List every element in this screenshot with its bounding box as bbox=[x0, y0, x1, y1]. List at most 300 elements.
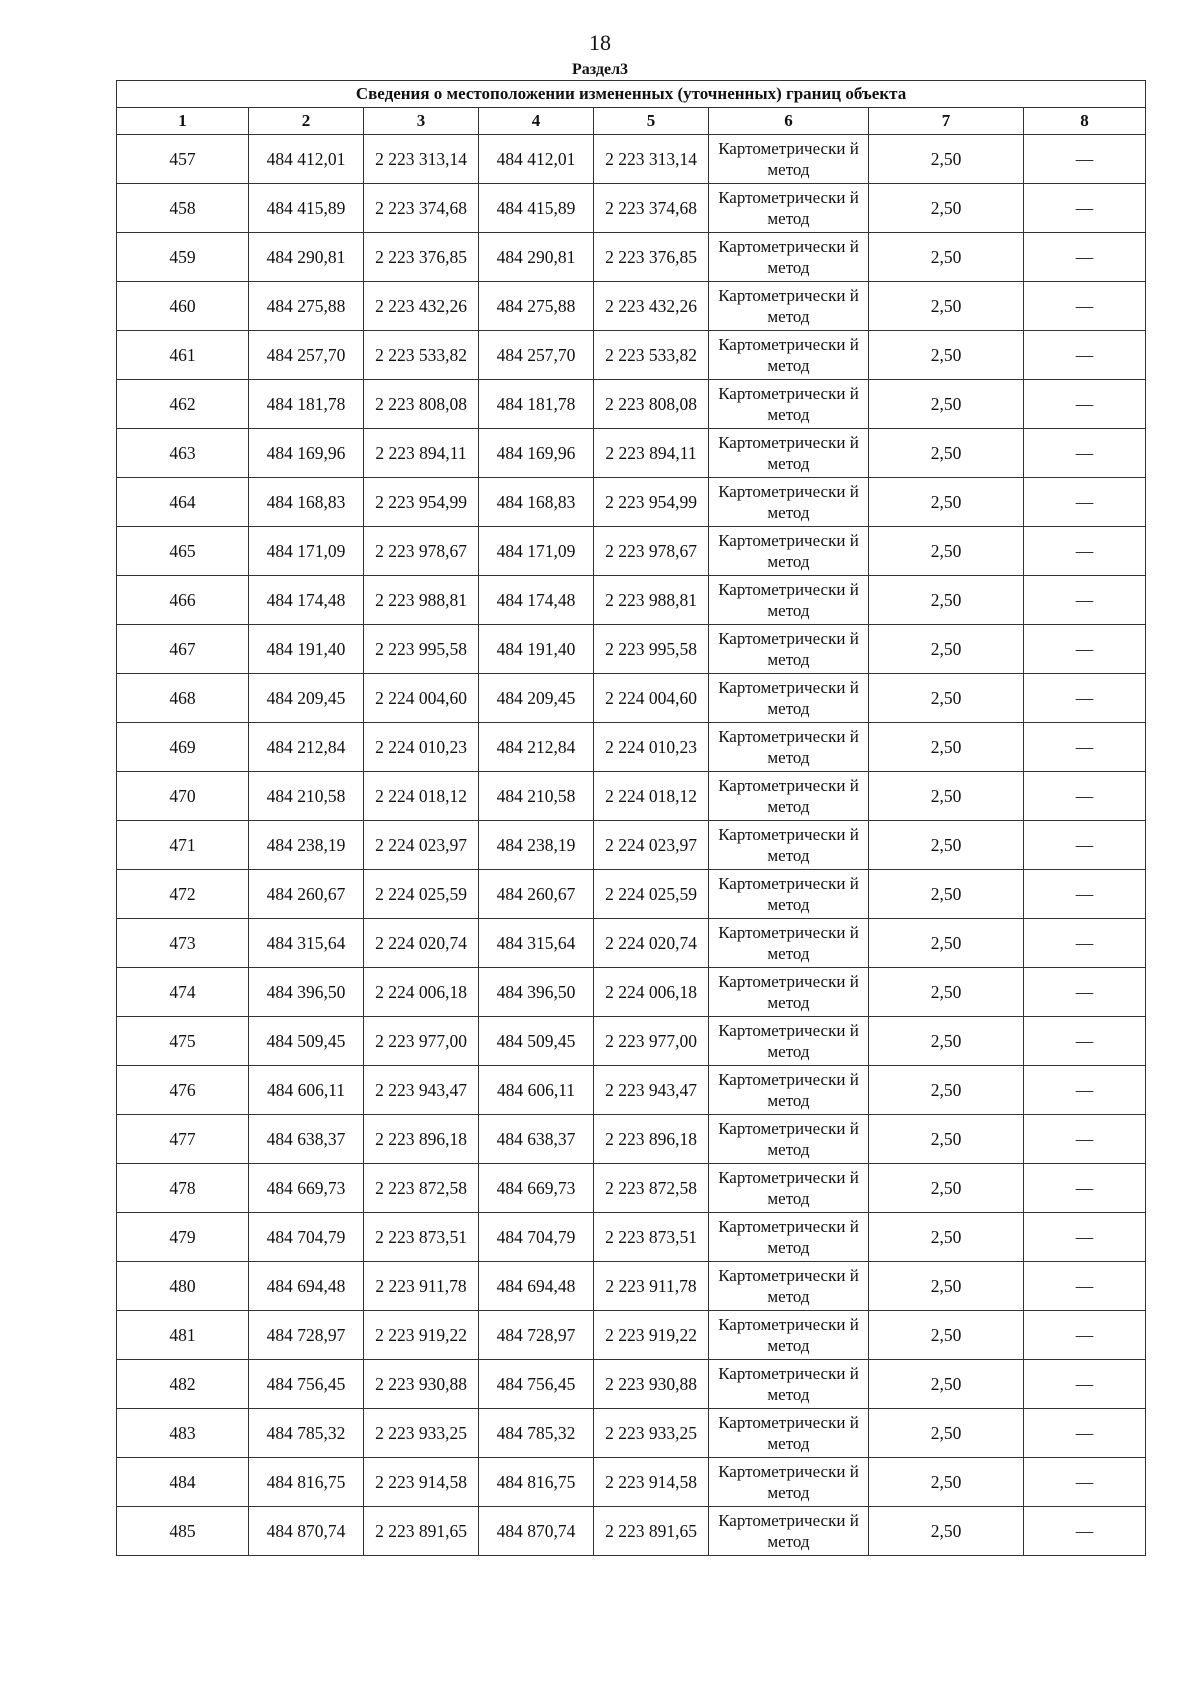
existing-x-cell: 484 728,97 bbox=[249, 1311, 364, 1360]
method-cell: Картометрически й метод bbox=[709, 772, 869, 821]
existing-y-cell: 2 223 896,18 bbox=[364, 1115, 479, 1164]
existing-x-cell: 484 174,48 bbox=[249, 576, 364, 625]
dash-mark: — bbox=[1075, 197, 1094, 218]
accuracy-cell: 2,50 bbox=[869, 1115, 1024, 1164]
description-cell bbox=[1024, 772, 1146, 821]
method-cell: Картометрически й метод bbox=[709, 135, 869, 184]
table-row bbox=[117, 1507, 1146, 1556]
existing-y-cell: 2 223 914,58 bbox=[364, 1458, 479, 1507]
accuracy-cell: 2,50 bbox=[869, 821, 1024, 870]
existing-y-cell: 2 223 933,25 bbox=[364, 1409, 479, 1458]
table-row bbox=[117, 1017, 1146, 1066]
existing-y-cell: 2 223 977,00 bbox=[364, 1017, 479, 1066]
refined-x-cell: 484 704,79 bbox=[479, 1213, 594, 1262]
column-number-header: 5 bbox=[594, 108, 709, 135]
table-row bbox=[117, 576, 1146, 625]
existing-y-cell: 2 223 988,81 bbox=[364, 576, 479, 625]
refined-x-cell: 484 756,45 bbox=[479, 1360, 594, 1409]
description-cell bbox=[1024, 674, 1146, 723]
description-cell bbox=[1024, 1066, 1146, 1115]
existing-x-cell: 484 638,37 bbox=[249, 1115, 364, 1164]
existing-x-cell: 484 315,64 bbox=[249, 919, 364, 968]
point-number-cell: 480 bbox=[117, 1262, 249, 1311]
existing-x-cell: 484 290,81 bbox=[249, 233, 364, 282]
method-cell: Картометрически й метод bbox=[709, 821, 869, 870]
refined-y-cell: 2 224 004,60 bbox=[594, 674, 709, 723]
table-row bbox=[117, 919, 1146, 968]
refined-y-cell: 2 223 995,58 bbox=[594, 625, 709, 674]
description-cell bbox=[1024, 1507, 1146, 1556]
method-cell: Картометрически й метод bbox=[709, 1262, 869, 1311]
table-row bbox=[117, 1213, 1146, 1262]
refined-y-cell: 2 223 896,18 bbox=[594, 1115, 709, 1164]
point-number-cell: 484 bbox=[117, 1458, 249, 1507]
refined-x-cell: 484 260,67 bbox=[479, 870, 594, 919]
column-number-header: 7 bbox=[869, 108, 1024, 135]
description-cell bbox=[1024, 1311, 1146, 1360]
dash-mark: — bbox=[1075, 1030, 1094, 1051]
description-cell bbox=[1024, 919, 1146, 968]
refined-y-cell: 2 223 873,51 bbox=[594, 1213, 709, 1262]
existing-x-cell: 484 260,67 bbox=[249, 870, 364, 919]
method-cell: Картометрически й метод bbox=[709, 576, 869, 625]
point-number-cell: 460 bbox=[117, 282, 249, 331]
accuracy-cell: 2,50 bbox=[869, 429, 1024, 478]
dash-mark: — bbox=[1075, 981, 1094, 1002]
method-cell: Картометрически й метод bbox=[709, 233, 869, 282]
point-number-cell: 481 bbox=[117, 1311, 249, 1360]
existing-x-cell: 484 191,40 bbox=[249, 625, 364, 674]
point-number-cell: 469 bbox=[117, 723, 249, 772]
refined-x-cell: 484 290,81 bbox=[479, 233, 594, 282]
refined-y-cell: 2 224 006,18 bbox=[594, 968, 709, 1017]
existing-y-cell: 2 223 894,11 bbox=[364, 429, 479, 478]
method-cell: Картометрически й метод bbox=[709, 429, 869, 478]
point-number-cell: 473 bbox=[117, 919, 249, 968]
method-cell: Картометрически й метод bbox=[709, 1066, 869, 1115]
description-cell bbox=[1024, 429, 1146, 478]
table-row bbox=[117, 1164, 1146, 1213]
table-row bbox=[117, 478, 1146, 527]
dash-mark: — bbox=[1075, 442, 1094, 463]
refined-y-cell: 2 223 977,00 bbox=[594, 1017, 709, 1066]
accuracy-cell: 2,50 bbox=[869, 1262, 1024, 1311]
refined-y-cell: 2 223 930,88 bbox=[594, 1360, 709, 1409]
point-number-cell: 463 bbox=[117, 429, 249, 478]
existing-y-cell: 2 223 873,51 bbox=[364, 1213, 479, 1262]
refined-y-cell: 2 223 891,65 bbox=[594, 1507, 709, 1556]
description-cell bbox=[1024, 625, 1146, 674]
refined-y-cell: 2 223 988,81 bbox=[594, 576, 709, 625]
refined-y-cell: 2 223 978,67 bbox=[594, 527, 709, 576]
table-row bbox=[117, 772, 1146, 821]
refined-x-cell: 484 210,58 bbox=[479, 772, 594, 821]
existing-x-cell: 484 169,96 bbox=[249, 429, 364, 478]
table-row bbox=[117, 135, 1146, 184]
method-cell: Картометрически й метод bbox=[709, 1164, 869, 1213]
column-number-header: 2 bbox=[249, 108, 364, 135]
table-row bbox=[117, 331, 1146, 380]
column-number-header: 3 bbox=[364, 108, 479, 135]
accuracy-cell: 2,50 bbox=[869, 527, 1024, 576]
description-cell bbox=[1024, 821, 1146, 870]
table-caption: Сведения о местоположении измененных (уточненных) границ объекта bbox=[117, 81, 1146, 108]
existing-x-cell: 484 212,84 bbox=[249, 723, 364, 772]
point-number-cell: 462 bbox=[117, 380, 249, 429]
table-row bbox=[117, 233, 1146, 282]
dash-mark: — bbox=[1075, 295, 1094, 316]
existing-x-cell: 484 181,78 bbox=[249, 380, 364, 429]
existing-y-cell: 2 223 872,58 bbox=[364, 1164, 479, 1213]
existing-y-cell: 2 224 025,59 bbox=[364, 870, 479, 919]
point-number-cell: 478 bbox=[117, 1164, 249, 1213]
refined-x-cell: 484 728,97 bbox=[479, 1311, 594, 1360]
existing-x-cell: 484 785,32 bbox=[249, 1409, 364, 1458]
refined-y-cell: 2 224 025,59 bbox=[594, 870, 709, 919]
refined-x-cell: 484 785,32 bbox=[479, 1409, 594, 1458]
refined-x-cell: 484 209,45 bbox=[479, 674, 594, 723]
existing-y-cell: 2 223 533,82 bbox=[364, 331, 479, 380]
refined-y-cell: 2 223 432,26 bbox=[594, 282, 709, 331]
table-row bbox=[117, 1066, 1146, 1115]
method-cell: Картометрически й метод bbox=[709, 1017, 869, 1066]
dash-mark: — bbox=[1075, 687, 1094, 708]
refined-y-cell: 2 223 376,85 bbox=[594, 233, 709, 282]
dash-mark: — bbox=[1075, 1324, 1094, 1345]
existing-y-cell: 2 224 010,23 bbox=[364, 723, 479, 772]
dash-mark: — bbox=[1075, 834, 1094, 855]
existing-y-cell: 2 224 023,97 bbox=[364, 821, 479, 870]
dash-mark: — bbox=[1075, 1275, 1094, 1296]
table-row bbox=[117, 282, 1146, 331]
point-number-cell: 476 bbox=[117, 1066, 249, 1115]
existing-y-cell: 2 224 020,74 bbox=[364, 919, 479, 968]
method-cell: Картометрически й метод bbox=[709, 478, 869, 527]
method-cell: Картометрически й метод bbox=[709, 1213, 869, 1262]
table-row bbox=[117, 723, 1146, 772]
description-cell bbox=[1024, 527, 1146, 576]
description-cell bbox=[1024, 968, 1146, 1017]
refined-x-cell: 484 870,74 bbox=[479, 1507, 594, 1556]
point-number-cell: 483 bbox=[117, 1409, 249, 1458]
point-number-cell: 482 bbox=[117, 1360, 249, 1409]
refined-x-cell: 484 638,37 bbox=[479, 1115, 594, 1164]
column-number-header: 4 bbox=[479, 108, 594, 135]
existing-y-cell: 2 223 891,65 bbox=[364, 1507, 479, 1556]
accuracy-cell: 2,50 bbox=[869, 1066, 1024, 1115]
accuracy-cell: 2,50 bbox=[869, 135, 1024, 184]
dash-mark: — bbox=[1075, 393, 1094, 414]
point-number-cell: 472 bbox=[117, 870, 249, 919]
refined-x-cell: 484 212,84 bbox=[479, 723, 594, 772]
refined-y-cell: 2 223 911,78 bbox=[594, 1262, 709, 1311]
point-number-cell: 474 bbox=[117, 968, 249, 1017]
accuracy-cell: 2,50 bbox=[869, 1458, 1024, 1507]
existing-x-cell: 484 694,48 bbox=[249, 1262, 364, 1311]
description-cell bbox=[1024, 1360, 1146, 1409]
method-cell: Картометрически й метод bbox=[709, 674, 869, 723]
existing-y-cell: 2 224 006,18 bbox=[364, 968, 479, 1017]
table-row bbox=[117, 821, 1146, 870]
table-row bbox=[117, 625, 1146, 674]
description-cell bbox=[1024, 1017, 1146, 1066]
method-cell: Картометрически й метод bbox=[709, 723, 869, 772]
existing-y-cell: 2 223 943,47 bbox=[364, 1066, 479, 1115]
refined-x-cell: 484 181,78 bbox=[479, 380, 594, 429]
existing-x-cell: 484 257,70 bbox=[249, 331, 364, 380]
refined-y-cell: 2 223 374,68 bbox=[594, 184, 709, 233]
dash-mark: — bbox=[1075, 148, 1094, 169]
table-row bbox=[117, 527, 1146, 576]
dash-mark: — bbox=[1075, 1373, 1094, 1394]
refined-y-cell: 2 223 872,58 bbox=[594, 1164, 709, 1213]
refined-y-cell: 2 223 533,82 bbox=[594, 331, 709, 380]
dash-mark: — bbox=[1075, 589, 1094, 610]
existing-x-cell: 484 669,73 bbox=[249, 1164, 364, 1213]
point-number-cell: 479 bbox=[117, 1213, 249, 1262]
table-row bbox=[117, 1311, 1146, 1360]
refined-y-cell: 2 224 010,23 bbox=[594, 723, 709, 772]
dash-mark: — bbox=[1075, 1422, 1094, 1443]
refined-x-cell: 484 509,45 bbox=[479, 1017, 594, 1066]
accuracy-cell: 2,50 bbox=[869, 184, 1024, 233]
description-cell bbox=[1024, 380, 1146, 429]
refined-x-cell: 484 315,64 bbox=[479, 919, 594, 968]
description-cell bbox=[1024, 184, 1146, 233]
accuracy-cell: 2,50 bbox=[869, 1017, 1024, 1066]
description-cell bbox=[1024, 1164, 1146, 1213]
refined-y-cell: 2 224 023,97 bbox=[594, 821, 709, 870]
refined-x-cell: 484 669,73 bbox=[479, 1164, 594, 1213]
accuracy-cell: 2,50 bbox=[869, 870, 1024, 919]
existing-y-cell: 2 223 919,22 bbox=[364, 1311, 479, 1360]
refined-y-cell: 2 224 020,74 bbox=[594, 919, 709, 968]
existing-x-cell: 484 704,79 bbox=[249, 1213, 364, 1262]
refined-x-cell: 484 168,83 bbox=[479, 478, 594, 527]
refined-x-cell: 484 275,88 bbox=[479, 282, 594, 331]
table-body bbox=[117, 135, 1146, 1556]
dash-mark: — bbox=[1075, 1520, 1094, 1541]
refined-y-cell: 2 223 313,14 bbox=[594, 135, 709, 184]
method-cell: Картометрически й метод bbox=[709, 1409, 869, 1458]
existing-x-cell: 484 606,11 bbox=[249, 1066, 364, 1115]
description-cell bbox=[1024, 1409, 1146, 1458]
table-row bbox=[117, 429, 1146, 478]
existing-y-cell: 2 223 930,88 bbox=[364, 1360, 479, 1409]
point-number-cell: 485 bbox=[117, 1507, 249, 1556]
refined-x-cell: 484 257,70 bbox=[479, 331, 594, 380]
section-title: Раздел3 bbox=[571, 61, 629, 78]
accuracy-cell: 2,50 bbox=[869, 282, 1024, 331]
existing-x-cell: 484 168,83 bbox=[249, 478, 364, 527]
method-cell: Картометрически й метод bbox=[709, 968, 869, 1017]
accuracy-cell: 2,50 bbox=[869, 1311, 1024, 1360]
refined-y-cell: 2 223 933,25 bbox=[594, 1409, 709, 1458]
point-number-cell: 459 bbox=[117, 233, 249, 282]
accuracy-cell: 2,50 bbox=[869, 772, 1024, 821]
existing-x-cell: 484 870,74 bbox=[249, 1507, 364, 1556]
point-number-cell: 468 bbox=[117, 674, 249, 723]
dash-mark: — bbox=[1075, 540, 1094, 561]
description-cell bbox=[1024, 1262, 1146, 1311]
dash-mark: — bbox=[1075, 344, 1094, 365]
point-number-cell: 466 bbox=[117, 576, 249, 625]
refined-x-cell: 484 171,09 bbox=[479, 527, 594, 576]
point-number-cell: 458 bbox=[117, 184, 249, 233]
table-row bbox=[117, 968, 1146, 1017]
description-cell bbox=[1024, 1458, 1146, 1507]
refined-y-cell: 2 223 808,08 bbox=[594, 380, 709, 429]
dash-mark: — bbox=[1075, 1177, 1094, 1198]
existing-y-cell: 2 223 808,08 bbox=[364, 380, 479, 429]
table-row bbox=[117, 380, 1146, 429]
dash-mark: — bbox=[1075, 932, 1094, 953]
accuracy-cell: 2,50 bbox=[869, 1409, 1024, 1458]
existing-x-cell: 484 415,89 bbox=[249, 184, 364, 233]
dash-mark: — bbox=[1075, 883, 1094, 904]
existing-y-cell: 2 223 376,85 bbox=[364, 233, 479, 282]
point-number-cell: 465 bbox=[117, 527, 249, 576]
dash-mark: — bbox=[1075, 246, 1094, 267]
method-cell: Картометрически й метод bbox=[709, 184, 869, 233]
refined-x-cell: 484 694,48 bbox=[479, 1262, 594, 1311]
existing-y-cell: 2 223 374,68 bbox=[364, 184, 479, 233]
method-cell: Картометрически й метод bbox=[709, 1360, 869, 1409]
existing-x-cell: 484 209,45 bbox=[249, 674, 364, 723]
refined-x-cell: 484 415,89 bbox=[479, 184, 594, 233]
refined-x-cell: 484 396,50 bbox=[479, 968, 594, 1017]
existing-x-cell: 484 171,09 bbox=[249, 527, 364, 576]
method-cell: Картометрически й метод bbox=[709, 1507, 869, 1556]
existing-y-cell: 2 223 313,14 bbox=[364, 135, 479, 184]
existing-x-cell: 484 275,88 bbox=[249, 282, 364, 331]
table-row bbox=[117, 1262, 1146, 1311]
accuracy-cell: 2,50 bbox=[869, 674, 1024, 723]
method-cell: Картометрически й метод bbox=[709, 527, 869, 576]
method-cell: Картометрически й метод bbox=[709, 1115, 869, 1164]
dash-mark: — bbox=[1075, 785, 1094, 806]
method-cell: Картометрически й метод bbox=[709, 919, 869, 968]
accuracy-cell: 2,50 bbox=[869, 968, 1024, 1017]
accuracy-cell: 2,50 bbox=[869, 380, 1024, 429]
table-row bbox=[117, 674, 1146, 723]
refined-x-cell: 484 191,40 bbox=[479, 625, 594, 674]
table-row bbox=[117, 184, 1146, 233]
dash-mark: — bbox=[1075, 638, 1094, 659]
accuracy-cell: 2,50 bbox=[869, 478, 1024, 527]
refined-y-cell: 2 223 954,99 bbox=[594, 478, 709, 527]
dash-mark: — bbox=[1075, 1079, 1094, 1100]
table-row bbox=[117, 870, 1146, 919]
column-number-header: 6 bbox=[709, 108, 869, 135]
refined-x-cell: 484 816,75 bbox=[479, 1458, 594, 1507]
accuracy-cell: 2,50 bbox=[869, 919, 1024, 968]
point-number-cell: 471 bbox=[117, 821, 249, 870]
description-cell bbox=[1024, 135, 1146, 184]
existing-y-cell: 2 223 911,78 bbox=[364, 1262, 479, 1311]
method-cell: Картометрически й метод bbox=[709, 282, 869, 331]
existing-x-cell: 484 238,19 bbox=[249, 821, 364, 870]
point-number-cell: 464 bbox=[117, 478, 249, 527]
existing-y-cell: 2 223 978,67 bbox=[364, 527, 479, 576]
point-number-cell: 457 bbox=[117, 135, 249, 184]
refined-y-cell: 2 223 919,22 bbox=[594, 1311, 709, 1360]
description-cell bbox=[1024, 1213, 1146, 1262]
accuracy-cell: 2,50 bbox=[869, 625, 1024, 674]
accuracy-cell: 2,50 bbox=[869, 233, 1024, 282]
point-number-cell: 467 bbox=[117, 625, 249, 674]
column-number-header: 1 bbox=[117, 108, 249, 135]
dash-mark: — bbox=[1075, 1471, 1094, 1492]
point-number-cell: 475 bbox=[117, 1017, 249, 1066]
dash-mark: — bbox=[1075, 1128, 1094, 1149]
point-number-cell: 470 bbox=[117, 772, 249, 821]
method-cell: Картометрически й метод bbox=[709, 1458, 869, 1507]
table-row bbox=[117, 1115, 1146, 1164]
description-cell bbox=[1024, 233, 1146, 282]
existing-x-cell: 484 816,75 bbox=[249, 1458, 364, 1507]
point-number-cell: 461 bbox=[117, 331, 249, 380]
refined-y-cell: 2 223 914,58 bbox=[594, 1458, 709, 1507]
refined-x-cell: 484 412,01 bbox=[479, 135, 594, 184]
accuracy-cell: 2,50 bbox=[869, 1164, 1024, 1213]
table-row bbox=[117, 1409, 1146, 1458]
method-cell: Картометрически й метод bbox=[709, 1311, 869, 1360]
description-cell bbox=[1024, 331, 1146, 380]
existing-x-cell: 484 412,01 bbox=[249, 135, 364, 184]
dash-mark: — bbox=[1075, 491, 1094, 512]
dash-mark: — bbox=[1075, 736, 1094, 757]
refined-x-cell: 484 174,48 bbox=[479, 576, 594, 625]
refined-x-cell: 484 606,11 bbox=[479, 1066, 594, 1115]
method-cell: Картометрически й метод bbox=[709, 380, 869, 429]
refined-y-cell: 2 224 018,12 bbox=[594, 772, 709, 821]
description-cell bbox=[1024, 870, 1146, 919]
refined-x-cell: 484 169,96 bbox=[479, 429, 594, 478]
refined-y-cell: 2 223 894,11 bbox=[594, 429, 709, 478]
existing-x-cell: 484 396,50 bbox=[249, 968, 364, 1017]
table-row bbox=[117, 1360, 1146, 1409]
description-cell bbox=[1024, 723, 1146, 772]
boundary-coordinates-table bbox=[116, 80, 1146, 1556]
existing-x-cell: 484 756,45 bbox=[249, 1360, 364, 1409]
table-row bbox=[117, 1458, 1146, 1507]
description-cell bbox=[1024, 576, 1146, 625]
page-number: 18 bbox=[589, 30, 611, 55]
description-cell bbox=[1024, 282, 1146, 331]
dash-mark: — bbox=[1075, 1226, 1094, 1247]
existing-x-cell: 484 509,45 bbox=[249, 1017, 364, 1066]
refined-x-cell: 484 238,19 bbox=[479, 821, 594, 870]
refined-y-cell: 2 223 943,47 bbox=[594, 1066, 709, 1115]
method-cell: Картометрически й метод bbox=[709, 331, 869, 380]
description-cell bbox=[1024, 478, 1146, 527]
existing-y-cell: 2 223 995,58 bbox=[364, 625, 479, 674]
column-number-header: 8 bbox=[1024, 108, 1146, 135]
accuracy-cell: 2,50 bbox=[869, 1213, 1024, 1262]
accuracy-cell: 2,50 bbox=[869, 723, 1024, 772]
existing-x-cell: 484 210,58 bbox=[249, 772, 364, 821]
point-number-cell: 477 bbox=[117, 1115, 249, 1164]
accuracy-cell: 2,50 bbox=[869, 576, 1024, 625]
existing-y-cell: 2 224 004,60 bbox=[364, 674, 479, 723]
method-cell: Картометрически й метод bbox=[709, 625, 869, 674]
method-cell: Картометрически й метод bbox=[709, 870, 869, 919]
accuracy-cell: 2,50 bbox=[869, 331, 1024, 380]
description-cell bbox=[1024, 1115, 1146, 1164]
existing-y-cell: 2 223 432,26 bbox=[364, 282, 479, 331]
accuracy-cell: 2,50 bbox=[869, 1507, 1024, 1556]
